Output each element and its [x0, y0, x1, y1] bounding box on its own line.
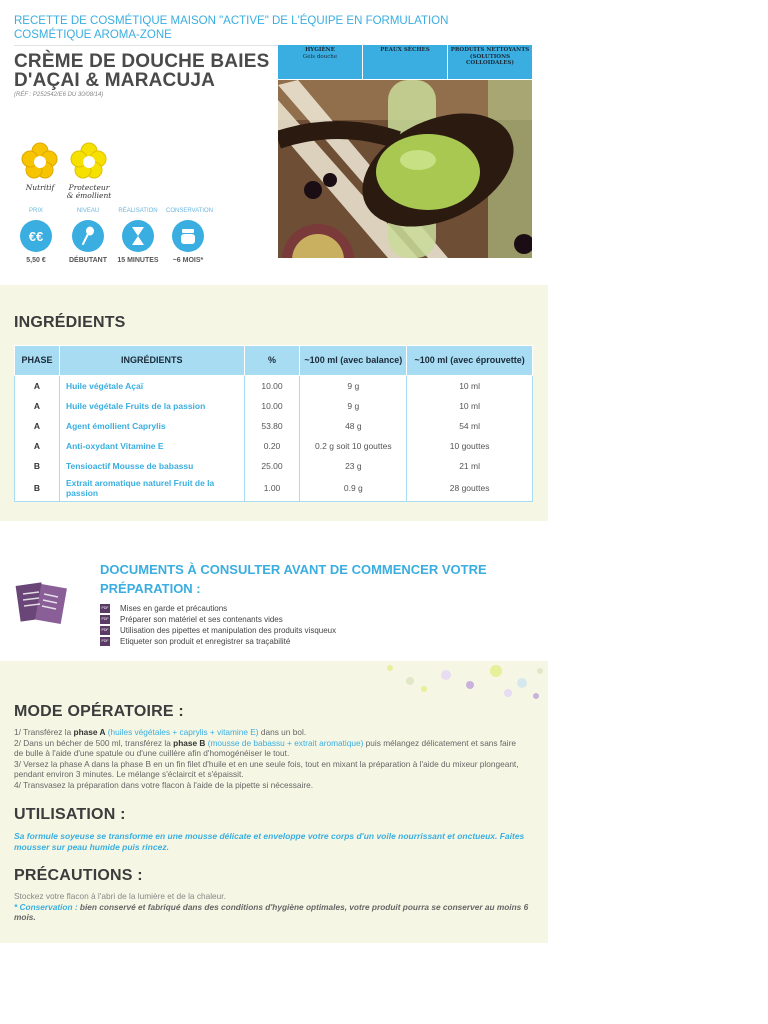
table-row: [15, 416, 533, 436]
step-2: [14, 738, 524, 759]
decorative-dots: [380, 663, 548, 733]
cell-eprouvette: 10 gouttes: [407, 436, 533, 456]
col-percent: %: [244, 346, 300, 376]
cell-eprouvette: 21 ml: [407, 456, 533, 476]
step-ingredients: (huiles végétales + caprylis + vitamine E): [105, 727, 259, 737]
step-ingredients: (mousse de babassu + extrait aromatique): [205, 737, 364, 748]
info-level: [66, 208, 110, 264]
step-text: 2/ Dans un bécher de 500 ml, transférez la: [14, 737, 174, 748]
document-label: Etiqueter son produit et enregistrer sa traçabilité: [120, 637, 291, 646]
precautions-title: PRÉCAUTIONS :: [14, 867, 143, 884]
cell-percent: 0.20: [244, 436, 300, 456]
title-separator: [14, 45, 278, 46]
table-row: [15, 476, 533, 502]
usage-title: UTILISATION :: [14, 806, 126, 823]
category-sub: Gels douche: [302, 53, 338, 60]
document-label: Utilisation des pipettes et manipulation des produits visqueux: [120, 626, 337, 635]
cell-percent: 10.00: [244, 376, 300, 396]
cell-ingredient[interactable]: Tensioactif Mousse de babassu: [59, 456, 244, 476]
cell-balance: 23 g: [300, 456, 407, 476]
step-3: 3/ Versez la phase A dans la phase B en un fin filet d'huile et en une seule fois, tout en mixant la préparation à l'aide du mixeur plongeant, pendant environ 3 minutes. Le mélange s'éclaircit et s'épaissit.: [14, 758, 519, 779]
table-row: [15, 376, 533, 396]
info-price: [14, 208, 58, 264]
recipe-title: [14, 52, 274, 90]
step-1: [14, 727, 524, 738]
cell-phase: B: [15, 456, 60, 476]
badge-nutritif: [18, 142, 62, 192]
cell-phase: A: [15, 396, 60, 416]
document-label: Préparer son matériel et ses contenants vides: [120, 615, 283, 624]
cell-phase: A: [15, 376, 60, 396]
step-text: 1/ Transférez la: [14, 727, 74, 737]
ingredients-title: INGRÉDIENTS: [14, 314, 126, 331]
spoon-icon: [72, 220, 104, 252]
mode-title: MODE OPÉRATOIRE :: [14, 703, 184, 720]
cell-balance: 0.2 g soit 10 gouttes: [300, 436, 407, 456]
euro-icon: [20, 220, 52, 252]
info-conservation: [166, 208, 214, 264]
cell-phase: A: [15, 436, 60, 456]
step-phase: phase B: [173, 737, 206, 748]
conservation-line: [14, 902, 539, 923]
badge-label: Nutritif: [25, 183, 55, 192]
info-value: 5,50 €: [26, 257, 46, 264]
table-header-row: [15, 346, 533, 376]
info-label: RÉALISATION: [118, 208, 158, 214]
cell-eprouvette: 54 ml: [407, 416, 533, 436]
cell-balance: 0.9 g: [300, 476, 407, 502]
recipe-tagline: RECETTE DE COSMÉTIQUE MAISON "ACTIVE" DE L'ÉQUIPE EN FORMULATION COSMÉTIQUE AROMA-ZONE: [14, 15, 449, 41]
price-symbol: €€: [28, 228, 44, 244]
col-eprouvette: ~100 ml (avec éprouvette): [407, 346, 533, 376]
title-line-1: CRÈME DE DOUCHE BAIES: [14, 51, 270, 72]
step-text: dans un bol.: [258, 727, 307, 737]
jar-icon: [172, 220, 204, 252]
conservation-label: * Conservation :: [14, 901, 78, 912]
product-photo: [278, 80, 532, 258]
hourglass-icon: [122, 220, 154, 252]
step-phase: phase A: [73, 727, 106, 737]
cell-ingredient[interactable]: Agent émollient Caprylis: [59, 416, 244, 436]
recipe-reference: (RÉF : P252542/E6 DU 30/08/14): [14, 92, 104, 98]
category-hygiene: [278, 45, 363, 79]
cell-percent: 53.80: [244, 416, 300, 436]
cell-percent: 10.00: [244, 396, 300, 416]
document-label: Mises en garde et précautions: [120, 604, 228, 613]
cell-ingredient[interactable]: Anti-oxydant Vitamine E: [59, 436, 244, 456]
cell-ingredient[interactable]: Huile végétale Açaï: [59, 376, 244, 396]
col-balance: ~100 ml (avec balance): [300, 346, 407, 376]
category-title: HYGIÈNE: [305, 47, 335, 53]
pdf-icon: PDF: [100, 637, 110, 646]
step-text: puis mélangez délicatement et sans faire de bulle à l'aide d'une spatule ou d'une cuillère afin d'homogénéiser le tout.: [14, 737, 517, 758]
info-label: NIVEAU: [76, 208, 100, 214]
document-link[interactable]: [100, 614, 336, 625]
cell-balance: 48 g: [300, 416, 407, 436]
col-phase: PHASE: [15, 346, 60, 376]
cell-ingredient[interactable]: Huile végétale Fruits de la passion: [59, 396, 244, 416]
badge-label-line: & émollient: [66, 191, 112, 200]
category-skin: [363, 45, 448, 79]
category-title: PEAUX SÈCHES: [380, 47, 430, 53]
document-link[interactable]: [100, 636, 336, 647]
documents-list: [100, 603, 336, 647]
title-line-2: D'AÇAI & MARACUJA: [14, 70, 216, 91]
flower-icon: [21, 142, 59, 182]
cell-ingredient[interactable]: Extrait aromatique naturel Fruit de la passion: [59, 476, 244, 502]
cell-phase: B: [15, 476, 60, 502]
cell-balance: 9 g: [300, 376, 407, 396]
info-label: PRIX: [28, 208, 43, 214]
category-products: [448, 45, 532, 79]
cell-balance: 9 g: [300, 396, 407, 416]
cell-percent: 1.00: [244, 476, 300, 502]
info-value: ~6 MOIS*: [172, 257, 204, 264]
category-table: [278, 45, 532, 79]
mode-steps: [14, 727, 524, 790]
cell-eprouvette: 10 ml: [407, 376, 533, 396]
info-label: CONSERVATION: [166, 208, 214, 214]
badge-label: [64, 184, 114, 200]
precautions-text: [14, 891, 539, 923]
document-link[interactable]: [100, 625, 336, 636]
cell-phase: A: [15, 416, 60, 436]
documents-icon: [14, 578, 70, 635]
ingredients-table: [14, 345, 533, 502]
badge-protecteur: [64, 142, 114, 200]
pdf-icon: PDF: [100, 626, 110, 635]
cell-eprouvette: 10 ml: [407, 396, 533, 416]
document-link[interactable]: [100, 603, 336, 614]
pdf-icon: PDF: [100, 604, 110, 613]
category-title: PRODUITS NETTOYANTS (SOLUTIONS COLLOIDALES): [450, 47, 530, 66]
cell-percent: 25.00: [244, 456, 300, 476]
usage-text: Sa formule soyeuse se transforme en une mousse délicate et enveloppe votre corps d'un voile nourrissant et onctueux. Faites mousser sur peau humide puis rincez.: [14, 831, 525, 852]
col-ingredients: INGRÉDIENTS: [59, 346, 244, 376]
documents-title: DOCUMENTS À CONSULTER AVANT DE COMMENCER VOTRE PRÉPARATION :: [100, 562, 487, 596]
table-row: [15, 436, 533, 456]
info-realisation: [116, 208, 160, 264]
conservation-text: bien conservé et fabriqué dans des conditions d'hygiène optimales, votre produit pourra se conserver au moins 6 mois.: [14, 901, 529, 922]
info-value: 15 MINUTES: [117, 257, 159, 264]
precautions-line: Stockez votre flacon à l'abri de la lumière et de la chaleur.: [14, 891, 226, 901]
badge-label-line: Protecteur: [68, 183, 110, 192]
pdf-icon: PDF: [100, 615, 110, 624]
step-4: 4/ Transvasez la préparation dans votre flacon à l'aide de la pipette si nécessaire.: [14, 779, 314, 790]
cell-eprouvette: 28 gouttes: [407, 476, 533, 502]
info-value: DÉBUTANT: [69, 257, 107, 264]
table-row: [15, 456, 533, 476]
table-row: [15, 396, 533, 416]
flower-icon: [70, 142, 108, 182]
